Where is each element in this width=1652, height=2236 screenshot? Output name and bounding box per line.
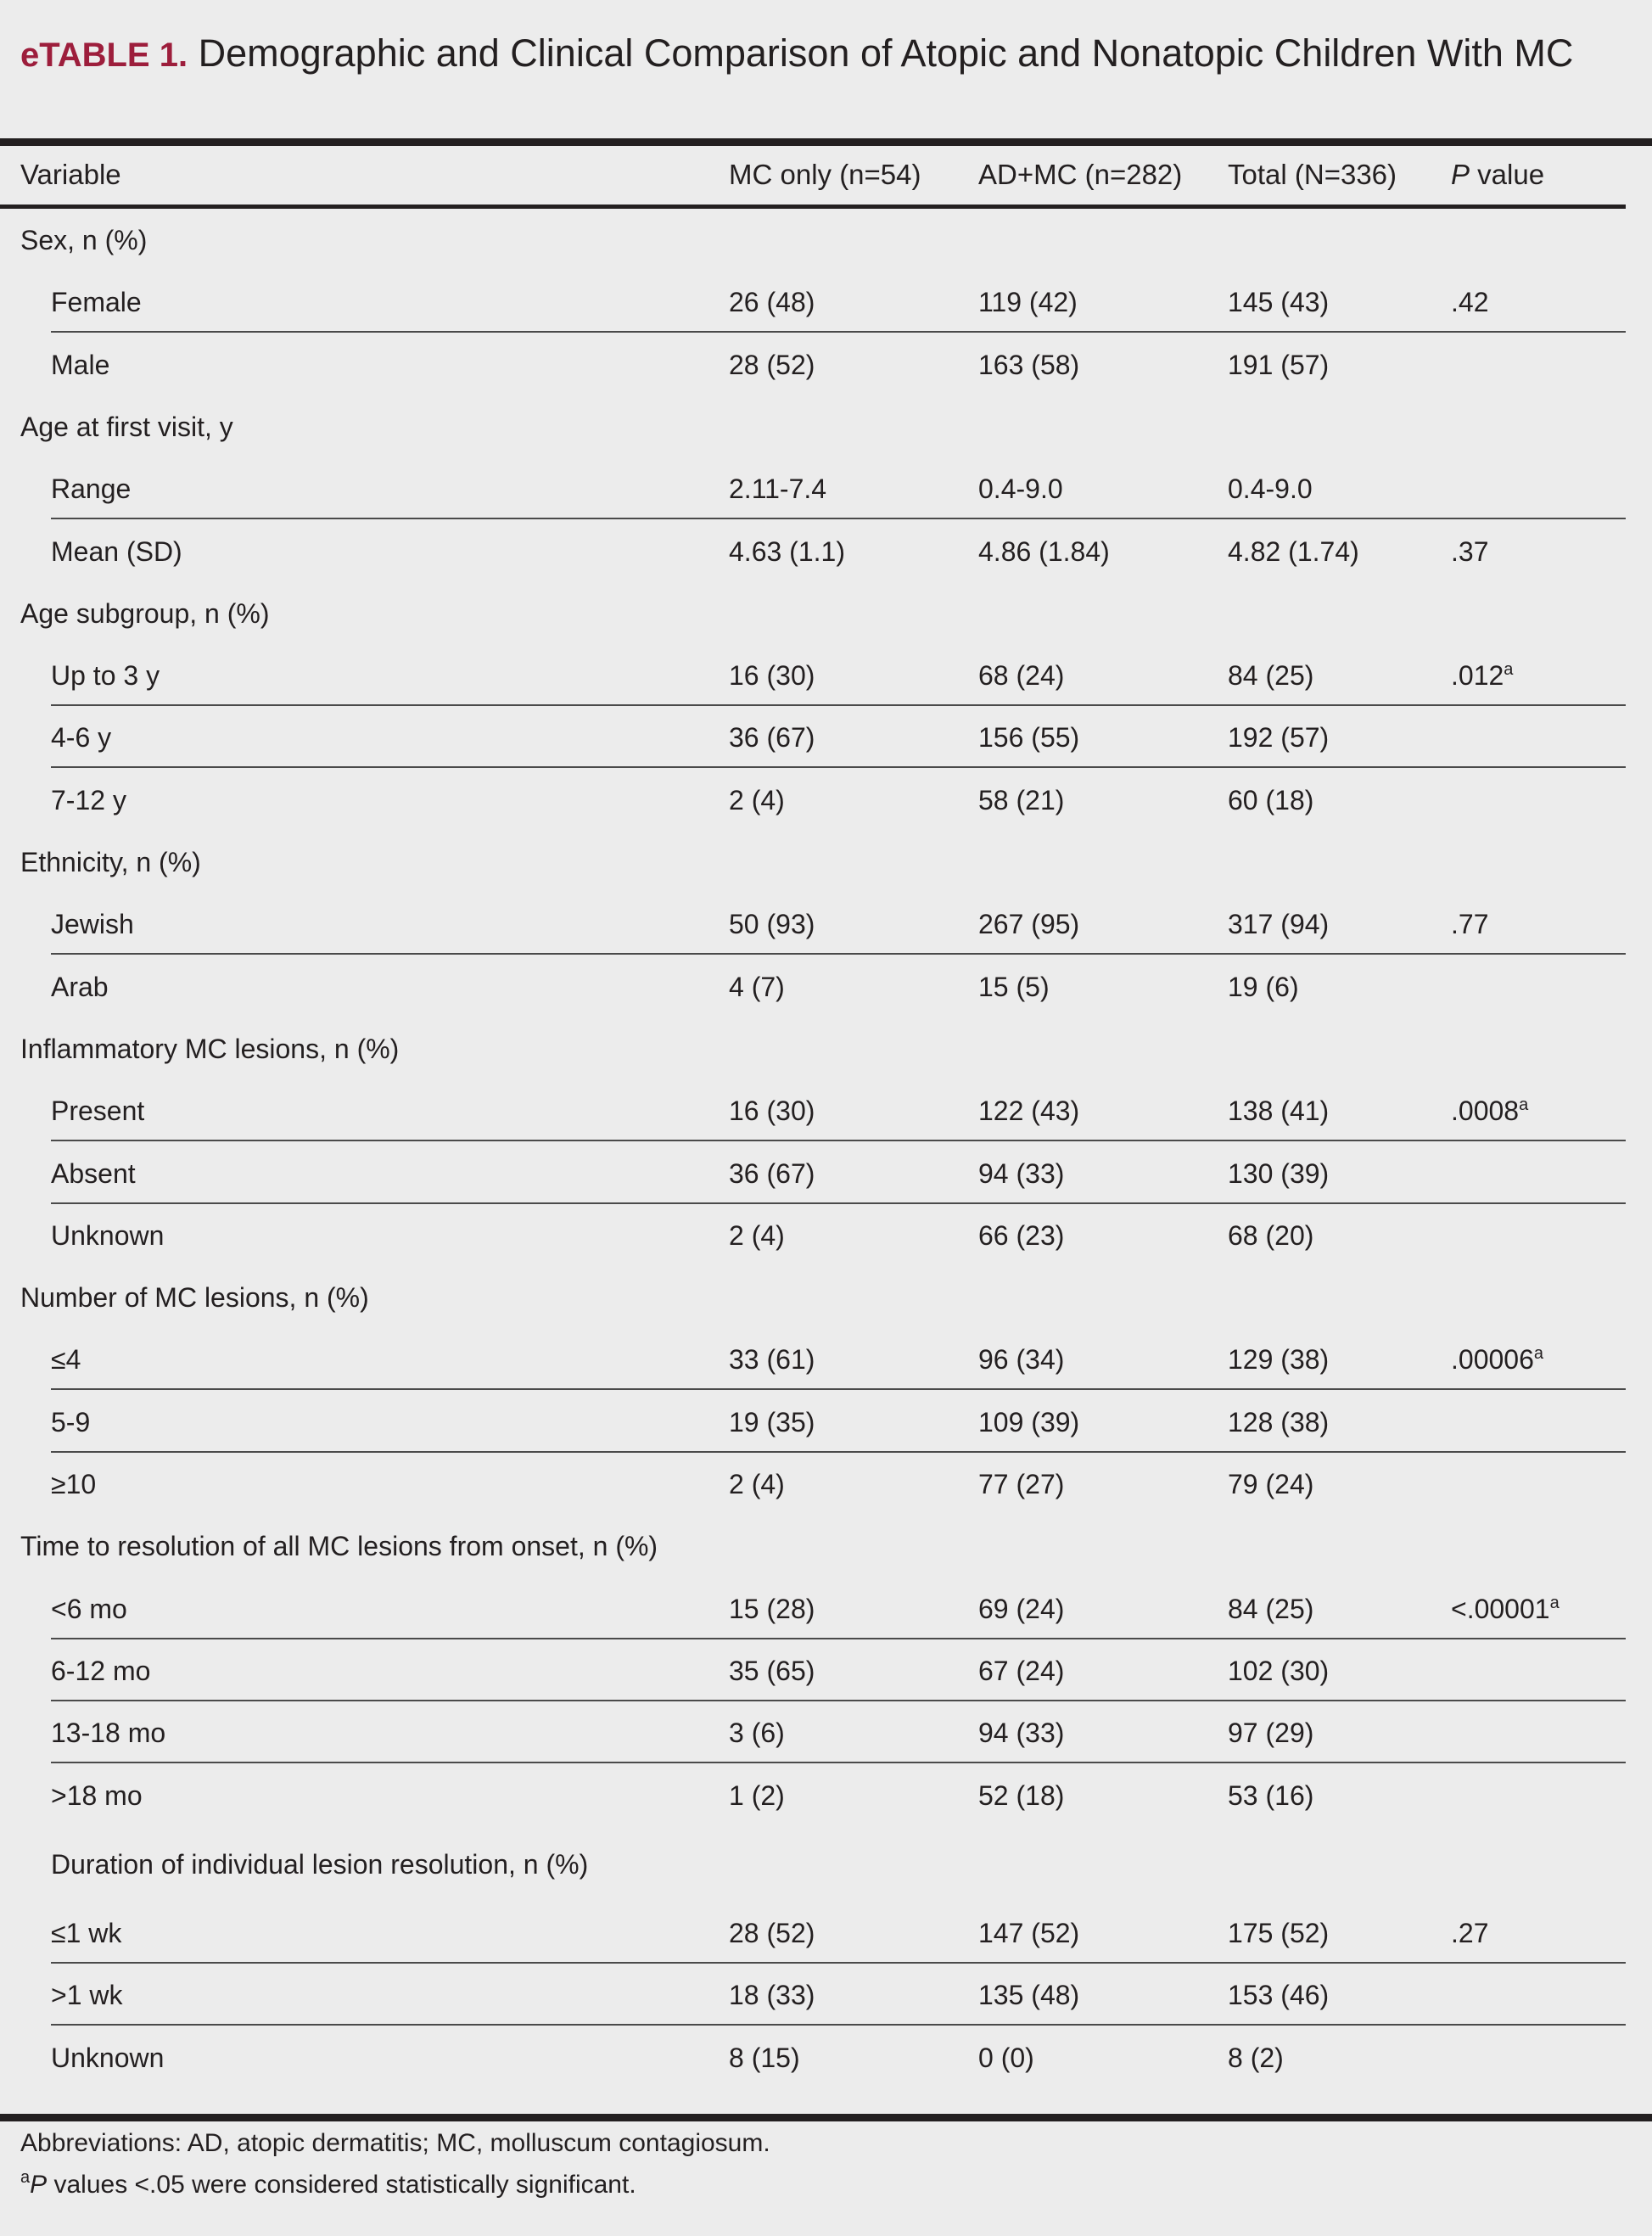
row-label: Present	[51, 1096, 145, 1127]
p-value: .0008$^a$	[1451, 1096, 1529, 1127]
p-value: .77	[1451, 909, 1489, 940]
ad-mc-value: 67 (24)	[978, 1655, 1065, 1686]
mc-only-value: 2 (4)	[729, 1219, 785, 1251]
ad-mc-value: 163 (58)	[978, 349, 1080, 380]
total-value: 60 (18)	[1228, 784, 1314, 815]
table-row	[0, 333, 1652, 395]
ad-mc-value: 94 (33)	[978, 1718, 1065, 1749]
header-variable: Variable	[20, 159, 121, 190]
table-row	[0, 1902, 1652, 1964]
mc-only-value: 16 (30)	[729, 660, 815, 692]
row-label: Arab	[51, 971, 109, 1002]
section-heading-row	[0, 1833, 1652, 1895]
ad-mc-value: 69 (24)	[978, 1593, 1065, 1624]
total-value: 68 (20)	[1228, 1219, 1314, 1251]
significance-marker: a	[1549, 1593, 1560, 1612]
mc-only-value: 1 (2)	[729, 1779, 785, 1811]
row-label: Unknown	[51, 1219, 165, 1251]
section-heading-row	[0, 209, 1652, 271]
row-label: Jewish	[51, 909, 134, 940]
total-value: 175 (52)	[1228, 1918, 1330, 1949]
p-value: .012$^a$	[1451, 660, 1514, 692]
ad-mc-value: 66 (23)	[978, 1219, 1065, 1251]
section-heading: Ethnicity, n (%)	[20, 847, 201, 877]
row-label: 5-9	[51, 1406, 91, 1437]
table-row	[0, 2026, 1652, 2088]
mc-only-value: 28 (52)	[729, 349, 815, 380]
total-value: 84 (25)	[1228, 660, 1314, 692]
section-heading: Sex, n (%)	[20, 225, 148, 255]
table-row	[0, 644, 1652, 706]
p-value: .37	[1451, 535, 1489, 567]
section-heading-row	[0, 395, 1652, 457]
mc-only-value: 3 (6)	[729, 1718, 785, 1749]
ad-mc-value: 94 (33)	[978, 1157, 1065, 1189]
p-value: .42	[1451, 287, 1489, 318]
mc-only-value: 35 (65)	[729, 1655, 815, 1686]
header-ad-mc: AD+MC (n=282)	[978, 159, 1183, 190]
p-value: .27	[1451, 1918, 1489, 1949]
table-label: eTABLE 1.	[20, 36, 188, 74]
ad-mc-value: 147 (52)	[978, 1918, 1080, 1949]
mc-only-value: 16 (30)	[729, 1096, 815, 1127]
total-value: 8 (2)	[1228, 2042, 1284, 2073]
total-value: 128 (38)	[1228, 1406, 1330, 1437]
mc-only-value: 4.63 (1.1)	[729, 535, 845, 567]
mc-only-value: 4 (7)	[729, 971, 785, 1002]
table-row	[0, 1079, 1652, 1141]
ad-mc-value: 267 (95)	[978, 909, 1080, 940]
section-heading-row	[0, 1017, 1652, 1079]
ad-mc-value: 156 (55)	[978, 722, 1080, 754]
significance-marker: a	[1533, 1344, 1543, 1364]
ad-mc-value: 96 (34)	[978, 1344, 1065, 1376]
ad-mc-value: 0.4-9.0	[978, 474, 1063, 505]
table-row	[0, 1142, 1652, 1204]
ad-mc-value: 109 (39)	[978, 1406, 1080, 1437]
total-value: 130 (39)	[1228, 1157, 1330, 1189]
table-row	[0, 1578, 1652, 1639]
ad-mc-value: 119 (42)	[978, 287, 1078, 318]
section-heading-row	[0, 1266, 1652, 1328]
ad-mc-value: 52 (18)	[978, 1779, 1065, 1811]
mc-only-value: 2.11-7.4	[729, 474, 827, 505]
table-row	[0, 1639, 1652, 1701]
table-row	[0, 769, 1652, 831]
total-value: 102 (30)	[1228, 1655, 1330, 1686]
section-heading-row	[0, 582, 1652, 644]
row-label: Mean (SD)	[51, 535, 182, 567]
row-label: Female	[51, 287, 142, 318]
total-value: 317 (94)	[1228, 909, 1330, 940]
row-label: Up to 3 y	[51, 660, 160, 692]
total-value: 138 (41)	[1228, 1096, 1330, 1127]
row-label: >18 mo	[51, 1779, 143, 1811]
significance-footnote: $^a$P values <.05 were considered statistically significant.	[20, 2168, 636, 2199]
total-value: 145 (43)	[1228, 287, 1330, 318]
section-heading: Duration of individual lesion resolution, n (%)	[51, 1848, 589, 1880]
mc-only-value: 2 (4)	[729, 1469, 785, 1499]
ad-mc-value: 4.86 (1.84)	[978, 535, 1110, 567]
ad-mc-value: 58 (21)	[978, 784, 1065, 815]
mc-only-value: 19 (35)	[729, 1406, 815, 1437]
total-value: 129 (38)	[1228, 1344, 1330, 1376]
mc-only-value: 26 (48)	[729, 287, 815, 318]
total-value: 84 (25)	[1228, 1593, 1314, 1624]
mc-only-value: 15 (28)	[729, 1593, 815, 1624]
total-value: 53 (16)	[1228, 1779, 1314, 1811]
row-label: >1 wk	[51, 1980, 123, 2011]
section-heading: Inflammatory MC lesions, n (%)	[20, 1033, 400, 1064]
table-row	[0, 955, 1652, 1017]
ad-mc-value: 15 (5)	[978, 971, 1050, 1002]
total-value: 191 (57)	[1228, 349, 1330, 380]
bottom-rule	[0, 2114, 1652, 2121]
total-value: 79 (24)	[1228, 1469, 1314, 1499]
section-heading: Age at first visit, y	[20, 411, 233, 442]
row-label: ≥10	[51, 1469, 97, 1499]
table-row	[0, 1453, 1652, 1515]
total-value: 97 (29)	[1228, 1718, 1314, 1749]
row-label: Unknown	[51, 2042, 165, 2073]
ad-mc-value: 122 (43)	[978, 1096, 1080, 1127]
ad-mc-value: 68 (24)	[978, 660, 1065, 692]
row-label: ≤1 wk	[51, 1918, 122, 1949]
significance-marker: a	[1519, 1096, 1529, 1115]
top-rule	[0, 138, 1652, 146]
section-heading: Number of MC lesions, n (%)	[20, 1282, 369, 1314]
significance-marker: a	[1504, 660, 1514, 680]
table-row	[0, 706, 1652, 768]
total-value: 153 (46)	[1228, 1980, 1330, 2011]
mc-only-value: 28 (52)	[729, 1918, 815, 1949]
row-label: Absent	[51, 1157, 136, 1189]
mc-only-value: 2 (4)	[729, 784, 785, 815]
table-row	[0, 1204, 1652, 1266]
table-row	[0, 520, 1652, 582]
table-row	[0, 1701, 1652, 1763]
total-value: 19 (6)	[1228, 971, 1299, 1002]
total-value: 4.82 (1.74)	[1228, 535, 1359, 567]
ad-mc-value: 77 (27)	[978, 1469, 1065, 1499]
row-label: 6-12 mo	[51, 1655, 151, 1686]
mc-only-value: 36 (67)	[729, 722, 815, 754]
table-caption: Demographic and Clinical Comparison of Atopic and Nonatopic Children With MC	[198, 31, 1574, 75]
mc-only-value: 36 (67)	[729, 1157, 815, 1189]
mc-only-value: 50 (93)	[729, 909, 815, 940]
p-value: <.00001$^a$	[1451, 1593, 1560, 1624]
section-heading-row	[0, 1515, 1652, 1577]
table-row	[0, 1328, 1652, 1390]
table-row	[0, 1764, 1652, 1826]
header-mc-only: MC only (n=54)	[729, 159, 921, 190]
total-value: 192 (57)	[1228, 722, 1330, 754]
mc-only-value: 8 (15)	[729, 2042, 800, 2073]
abbreviations-footnote: Abbreviations: AD, atopic dermatitis; MC, molluscum contagiosum.	[20, 2129, 770, 2157]
section-heading: Age subgroup, n (%)	[20, 597, 270, 629]
ad-mc-value: 135 (48)	[978, 1980, 1080, 2011]
ad-mc-value: 0 (0)	[978, 2042, 1034, 2073]
table-row	[0, 271, 1652, 333]
table-row	[0, 1964, 1652, 2026]
row-label: 13-18 mo	[51, 1718, 166, 1749]
row-label: Male	[51, 349, 110, 380]
mc-only-value: 18 (33)	[729, 1980, 815, 2011]
mc-only-value: 33 (61)	[729, 1344, 815, 1376]
table-title	[20, 29, 1616, 80]
p-value: .00006$^a$	[1451, 1344, 1543, 1376]
header-p-value: P value	[1451, 159, 1545, 190]
row-label: 7-12 y	[51, 784, 126, 815]
table-row	[0, 893, 1652, 955]
row-label: Range	[51, 474, 132, 505]
total-value: 0.4-9.0	[1228, 474, 1313, 505]
table-row	[0, 457, 1652, 519]
table-row	[0, 1391, 1652, 1453]
section-heading: Time to resolution of all MC lesions from onset, n (%)	[20, 1531, 658, 1562]
header-total: Total (N=336)	[1228, 159, 1397, 190]
row-label: 4-6 y	[51, 722, 112, 754]
row-label: ≤4	[51, 1344, 81, 1376]
row-label: <6 mo	[51, 1593, 127, 1624]
section-heading-row	[0, 831, 1652, 893]
